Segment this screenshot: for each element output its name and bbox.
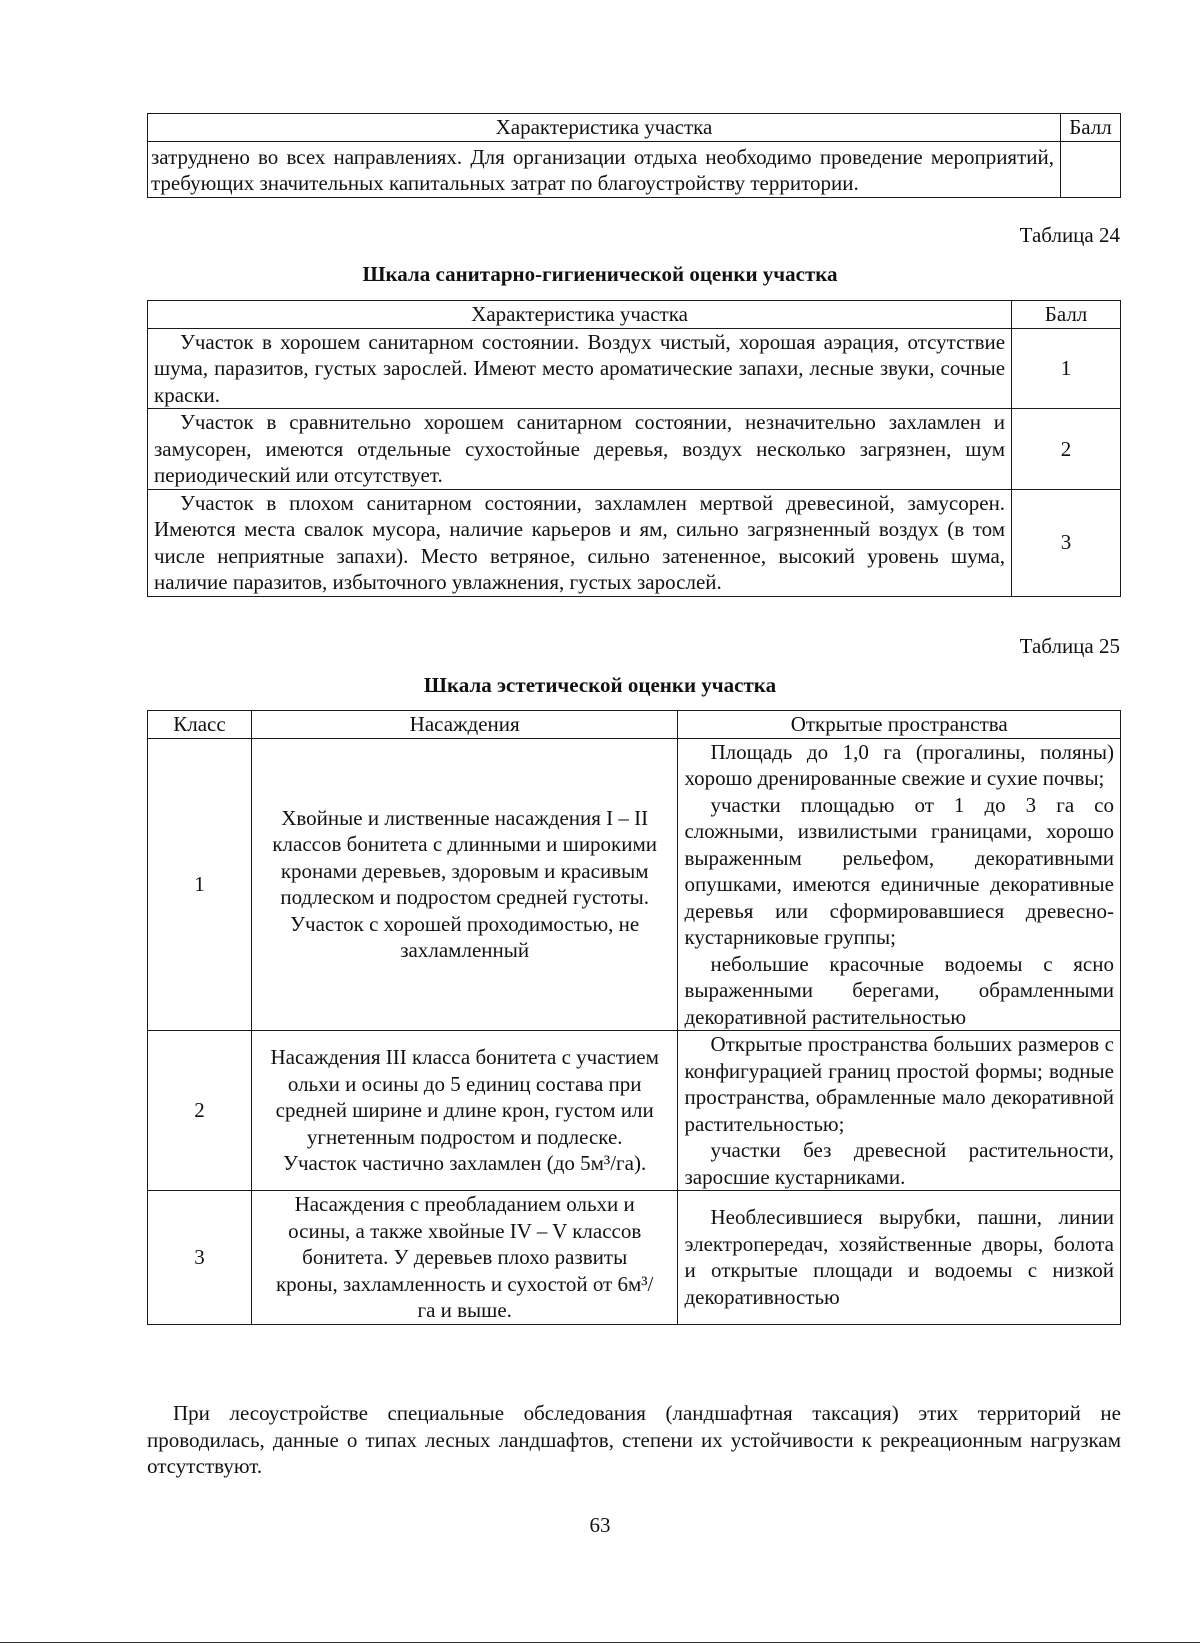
continued-table [147, 113, 1121, 198]
row-class: 1 [148, 738, 252, 1031]
table-24-title: Шкала санитарно-гигиенической оценки участка [362, 262, 838, 286]
table-row [148, 738, 1121, 1031]
table-header-row [148, 114, 1121, 142]
table-row [148, 1031, 1121, 1191]
table-row [148, 409, 1121, 490]
open-space-item: участки площадью от 1 до 3 га со сложными, извилистыми границами, хорошо выраженным рельефом, декоративными опушками, имеются единичные декоративные деревья или сформировавшиеся древесно-кустарниковые группы; [684, 792, 1114, 949]
table-25-number: Таблица 25 [1019, 634, 1120, 658]
row-plantings: Хвойные и лиственные насаждения I – II классов бонитета с длинными и широкими кронами деревьев, здоровым и красивым подлеском и подростом средней густоты. Участок с хорошей проходимостью, не захламленный [251, 738, 678, 1031]
table-24-number: Таблица 24 [1019, 223, 1120, 247]
table-header-row [148, 301, 1121, 329]
header-score: Балл [1012, 301, 1121, 329]
table-row [148, 489, 1121, 596]
header-score: Балл [1061, 114, 1121, 142]
aesthetic-table [147, 710, 1121, 1325]
open-space-item: участки без древесной растительности, заросшие кустарниками. [684, 1138, 1114, 1189]
row-open-spaces [678, 1031, 1121, 1191]
open-space-item: Необлесившиеся вырубки, пашни, линии электропередач, хозяйственные дворы, болота и открытые площади и водоемы с низкой декоративностью [684, 1205, 1114, 1309]
row-text: Участок в хорошем санитарном состоянии. Воздух чистый, хорошая аэрация, отсутствие шума, паразитов, густых зарослей. Имеют место ароматические запахи, лесные звуки, сочные краски. [148, 328, 1012, 409]
row-plantings: Насаждения III класса бонитета с участием ольхи и осины до 5 единиц состава при средней ширине и длине крон, густом или угнетенным подростом и подлеске. Участок частично захламлен (до 5м³/га). [251, 1031, 678, 1191]
row-class: 2 [148, 1031, 252, 1191]
sanitary-table [147, 300, 1121, 597]
row-text: затруднено во всех направлениях. Для организации отдыха необходимо проведение мероприятий, требующих значительных капитальных затрат по благоустройству территории. [148, 141, 1061, 197]
open-space-item: Площадь до 1,0 га (прогалины, поляны) хорошо дренированные свежие и сухие почвы; [684, 739, 1114, 790]
table-row [148, 328, 1121, 409]
open-space-item: Открытые пространства больших размеров с конфигурацией границ простой формы; водные пространства, обрамленные мало декоративной растительностью; [684, 1032, 1114, 1136]
row-text: Участок в плохом санитарном состоянии, захламлен мертвой древесиной, замусорен. Имеются места свалок мусора, наличие карьеров и ям, сильно загрязненный воздух (в том числе неприятные запахи). Место ветряное, сильно затененное, высокий уровень шума, наличие паразитов, избыточного увлажнения, густых зарослей. [148, 489, 1012, 596]
row-open-spaces [678, 738, 1121, 1031]
header-open-spaces: Открытые пространства [678, 711, 1121, 739]
page-number: 63 [589, 1513, 611, 1537]
row-plantings: Насаждения с преобладанием ольхи и осины, а также хвойные IV – V классов бонитета. У деревьев плохо развиты кроны, захламленность и сухостой от 6м³/га и выше. [251, 1191, 678, 1325]
row-class: 3 [148, 1191, 252, 1325]
table-row [148, 1191, 1121, 1325]
header-class: Класс [148, 711, 252, 739]
table-25-title: Шкала эстетической оценки участка [423, 673, 777, 697]
table-header-row [148, 711, 1121, 739]
header-plantings: Насаждения [251, 711, 678, 739]
row-score: 1 [1012, 328, 1121, 409]
closing-paragraph: При лесоустройстве специальные обследования (ландшафтная таксация) этих территорий не проводилась, данные о типах лесных ландшафтов, степени их устойчивости к рекреационным нагрузкам отсутствуют. [147, 1401, 1121, 1478]
row-text: Участок в сравнительно хорошем санитарном состоянии, незначительно захламлен и замусорен, имеются отдельные сухостойные деревья, воздух несколько загрязнен, шум периодический или отсутствует. [148, 409, 1012, 490]
row-open-spaces [678, 1191, 1121, 1325]
open-space-item: небольшие красочные водоемы с ясно выраженными берегами, обрамленными декоративной растительностью [684, 951, 1114, 1029]
header-characteristic: Характеристика участка [148, 114, 1061, 142]
table-row [148, 141, 1121, 197]
row-score: 3 [1012, 489, 1121, 596]
header-characteristic: Характеристика участка [148, 301, 1012, 329]
row-score [1061, 141, 1121, 197]
bottom-rule [0, 1642, 1200, 1643]
row-score: 2 [1012, 409, 1121, 490]
